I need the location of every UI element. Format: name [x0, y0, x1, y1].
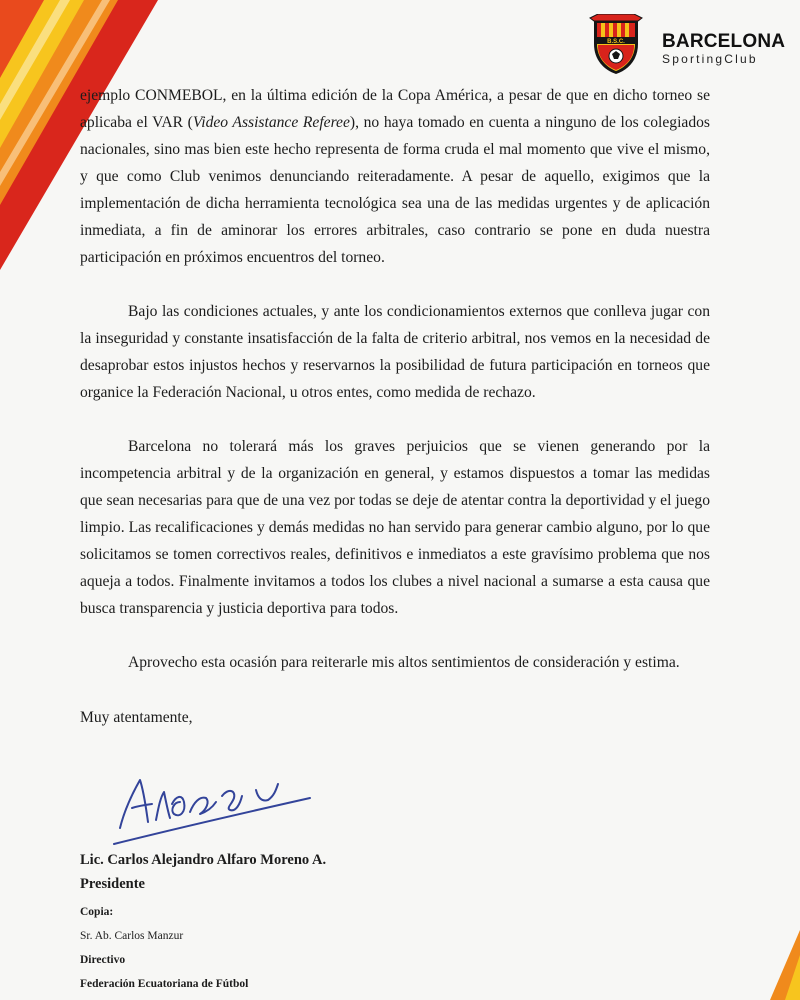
- signer-role: Presidente: [80, 876, 145, 892]
- paragraph-4: Aprovecho esta ocasión para reiterarle mis altos sentimientos de consideración y estima.: [128, 654, 680, 671]
- brand-title: BARCELONA: [662, 31, 786, 52]
- handwritten-signature: [110, 768, 320, 852]
- signer-block: [80, 848, 326, 896]
- copy-recipient-role: Directivo: [80, 954, 126, 966]
- club-crest-icon: [586, 14, 646, 76]
- signer-name: Lic. Carlos Alejandro Alfaro Moreno A.: [80, 852, 327, 868]
- letter-body: [80, 82, 710, 731]
- corner-stripes-decoration-bottom: [760, 930, 800, 1000]
- paragraph-1: [80, 82, 710, 271]
- copy-label: Copia:: [80, 906, 114, 918]
- crest-text: B.S.C.: [607, 39, 625, 45]
- paragraph-1-emphasis: Video Assistance Referee: [192, 114, 350, 131]
- paragraph-1-text-a: ejemplo CONMEBOL, en la última edición de la Copa América, a pesar de que en dicho torneo se aplicaba el VAR (: [80, 87, 710, 131]
- paragraph-3: Barcelona no tolerará más los graves perjuicios que se vienen generando por la incompetencia arbitral y de la organización en general, y estamos dispuestos a tomar las medidas que sean necesarias para que de una vez por todas se deje de atentar contra la deportividad y el juego limpio. Las recalificaciones y demás medidas no han servido para generar cambio alguno, por lo que solicitamos se tomen correctivos reales, definitivos e inmediatos a este gravísimo problema que nos aqueja a todos. Finalmente invitamos a todos los clubes a nivel nacional a sumarse a esta causa que busca transparencia y justicia deportiva para todos.: [80, 438, 710, 617]
- club-wordmark: [662, 32, 785, 66]
- brand-subtitle: SportingClub: [662, 52, 758, 66]
- copy-organization: Federación Ecuatoriana de Fútbol: [80, 978, 249, 990]
- closing-salutation: Muy atentamente,: [80, 709, 193, 726]
- paragraph-1-text-b: ), no haya tomado en cuenta a ninguno de los colegiados nacionales, sino mas bien este hecho representa de forma cruda el mal momento que vive el mismo, y que como Club venimos denunciando reiteradamente. A pesar de aquello, exigimos que la implementación de dicha herramienta tecnológica sea una de las medidas urgentes y de aplicación inmediata, a fin de aminorar los errores arbitrales, caso contrario se pone en duda nuestra participación en próximos encuentros del torneo.: [80, 114, 710, 266]
- paragraph-2: Bajo las condiciones actuales, y ante los condicionamientos externos que conlleva jugar con la inseguridad y constante insatisfacción de la falta de criterio arbitral, nos vemos en la necesidad de desaprobar estos injustos hechos y reservarnos la posibilidad de futura participación en torneos que organice la Federación Nacional, u otros entes, como medida de rechazo.: [80, 303, 710, 401]
- club-logo: [586, 14, 792, 78]
- copy-recipient: Sr. Ab. Carlos Manzur: [80, 930, 184, 942]
- copy-block: [80, 900, 248, 996]
